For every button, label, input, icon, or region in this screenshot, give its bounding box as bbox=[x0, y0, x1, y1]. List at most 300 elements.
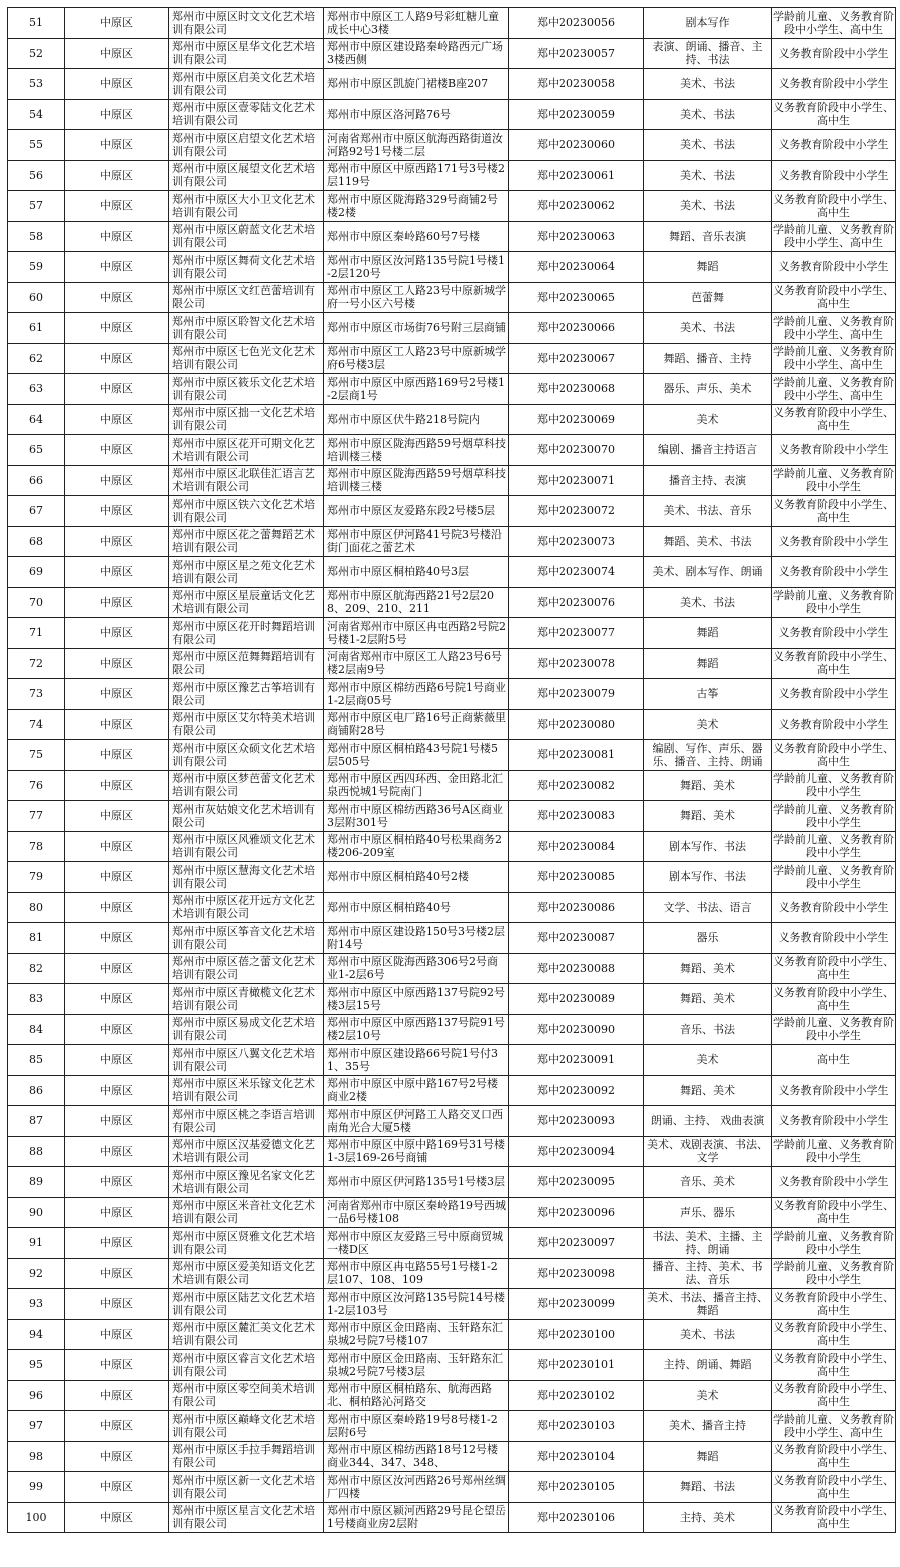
target-students-cell: 学龄前儿童、义务教育阶段中小学生 bbox=[772, 801, 896, 832]
training-subjects-cell: 古筝 bbox=[644, 679, 772, 710]
district-cell: 中原区 bbox=[65, 69, 169, 100]
district-cell: 中原区 bbox=[65, 374, 169, 405]
district-cell: 中原区 bbox=[65, 1197, 169, 1228]
row-number-cell: 61 bbox=[8, 313, 65, 344]
institution-name-cell: 郑州市中原区七色光文化艺术培训有限公司 bbox=[169, 343, 324, 374]
institution-name-cell: 郑州市中原区贤雅文化艺术培训有限公司 bbox=[169, 1228, 324, 1259]
target-students-cell: 学龄前儿童、义务教育阶段中小学生 bbox=[772, 465, 896, 496]
training-subjects-cell: 美术、书法 bbox=[644, 160, 772, 191]
table-row bbox=[8, 160, 896, 191]
row-number-cell: 87 bbox=[8, 1106, 65, 1137]
institution-name-cell: 郑州市中原区舞荷文化艺术培训有限公司 bbox=[169, 252, 324, 283]
training-subjects-cell: 编剧、写作、声乐、器乐、播音、主持、朗诵 bbox=[644, 740, 772, 771]
row-number-cell: 100 bbox=[8, 1502, 65, 1533]
row-number-cell: 67 bbox=[8, 496, 65, 527]
license-number-cell: 郑中20230080 bbox=[509, 709, 644, 740]
license-number-cell: 郑中20230084 bbox=[509, 831, 644, 862]
table-row bbox=[8, 1106, 896, 1137]
training-subjects-cell: 美术、书法 bbox=[644, 587, 772, 618]
target-students-cell: 学龄前儿童、义务教育阶段中小学生、高中生 bbox=[772, 313, 896, 344]
training-subjects-cell: 舞蹈、美术 bbox=[644, 1075, 772, 1106]
license-number-cell: 郑中20230077 bbox=[509, 618, 644, 649]
address-cell: 郑州市中原区陇海西路59号烟草科技培训楼三楼 bbox=[324, 435, 509, 466]
license-number-cell: 郑中20230094 bbox=[509, 1136, 644, 1167]
training-subjects-cell: 舞蹈 bbox=[644, 1441, 772, 1472]
target-students-cell: 学龄前儿童、义务教育阶段中小学生 bbox=[772, 1136, 896, 1167]
row-number-cell: 70 bbox=[8, 587, 65, 618]
institution-name-cell: 郑州市中原区蓓之蕾文化艺术培训有限公司 bbox=[169, 953, 324, 984]
row-number-cell: 51 bbox=[8, 8, 65, 39]
row-number-cell: 72 bbox=[8, 648, 65, 679]
target-students-cell: 学龄前儿童、义务教育阶段中小学生、高中生 bbox=[772, 1411, 896, 1442]
address-cell: 郑州市中原区陇海路329号商铺2号楼2楼 bbox=[324, 191, 509, 222]
target-students-cell: 义务教育阶段中小学生 bbox=[772, 709, 896, 740]
training-subjects-cell: 音乐、书法 bbox=[644, 1014, 772, 1045]
institution-name-cell: 郑州市中原区巅峰文化艺术培训有限公司 bbox=[169, 1411, 324, 1442]
target-students-cell: 义务教育阶段中小学生、高中生 bbox=[772, 404, 896, 435]
institution-name-cell: 郑州市中原区手拉手舞蹈培训有限公司 bbox=[169, 1441, 324, 1472]
license-number-cell: 郑中20230069 bbox=[509, 404, 644, 435]
address-cell: 郑州市中原区中原西路171号3号楼2层119号 bbox=[324, 160, 509, 191]
institution-name-cell: 郑州市中原区筝音文化艺术培训有限公司 bbox=[169, 923, 324, 954]
table-row bbox=[8, 404, 896, 435]
district-cell: 中原区 bbox=[65, 740, 169, 771]
district-cell: 中原区 bbox=[65, 1014, 169, 1045]
license-number-cell: 郑中20230105 bbox=[509, 1472, 644, 1503]
training-subjects-cell: 美术、书法 bbox=[644, 130, 772, 161]
table-row bbox=[8, 1258, 896, 1289]
table-row bbox=[8, 1014, 896, 1045]
address-cell: 郑州市中原区棉纺西路6号院1号商业1-2层商05号 bbox=[324, 679, 509, 710]
target-students-cell: 义务教育阶段中小学生、高中生 bbox=[772, 1197, 896, 1228]
target-students-cell: 学龄前儿童、义务教育阶段中小学生 bbox=[772, 770, 896, 801]
address-cell: 郑州市中原区棉纺西路18号12号楼商业344、347、348、 bbox=[324, 1441, 509, 1472]
training-subjects-cell: 器乐、声乐、美术 bbox=[644, 374, 772, 405]
training-subjects-cell: 舞蹈 bbox=[644, 648, 772, 679]
license-number-cell: 郑中20230071 bbox=[509, 465, 644, 496]
row-number-cell: 89 bbox=[8, 1167, 65, 1198]
district-cell: 中原区 bbox=[65, 557, 169, 588]
address-cell: 郑州市中原区金田路南、玉轩路东汇泉城2号院7号楼107 bbox=[324, 1319, 509, 1350]
table-row bbox=[8, 1319, 896, 1350]
address-cell: 郑州市中原区市场街76号附三层商铺 bbox=[324, 313, 509, 344]
district-cell: 中原区 bbox=[65, 831, 169, 862]
district-cell: 中原区 bbox=[65, 923, 169, 954]
address-cell: 郑州市中原区友爱路三号中原商贸城一楼D区 bbox=[324, 1228, 509, 1259]
training-subjects-cell: 美术、书法 bbox=[644, 69, 772, 100]
table-row bbox=[8, 221, 896, 252]
address-cell: 河南省郑州市中原区航海西路街道汝河路92号1号楼二层 bbox=[324, 130, 509, 161]
address-cell: 郑州市中原区工人路23号中原新城学府一号小区六号楼 bbox=[324, 282, 509, 313]
address-cell: 河南省郑州市中原区工人路23号6号楼2层南9号 bbox=[324, 648, 509, 679]
target-students-cell: 义务教育阶段中小学生、高中生 bbox=[772, 1502, 896, 1533]
row-number-cell: 59 bbox=[8, 252, 65, 283]
institution-name-cell: 郑州市中原区零空间美术培训有限公司 bbox=[169, 1380, 324, 1411]
institution-name-cell: 郑州市中原区麓汇美文化艺术培训有限公司 bbox=[169, 1319, 324, 1350]
target-students-cell: 学龄前儿童、义务教育阶段中小学生 bbox=[772, 587, 896, 618]
training-subjects-cell: 美术、书法、音乐 bbox=[644, 496, 772, 527]
target-students-cell: 义务教育阶段中小学生 bbox=[772, 923, 896, 954]
table-row bbox=[8, 191, 896, 222]
address-cell: 郑州市中原区建设路150号3号楼2层附14号 bbox=[324, 923, 509, 954]
institution-name-cell: 郑州市中原区花开可期文化艺术培训有限公司 bbox=[169, 435, 324, 466]
institution-name-cell: 郑州市中原区大小卫文化艺术培训有限公司 bbox=[169, 191, 324, 222]
row-number-cell: 54 bbox=[8, 99, 65, 130]
address-cell: 郑州市中原区桐柏路40号 bbox=[324, 892, 509, 923]
training-subjects-cell: 美术 bbox=[644, 1380, 772, 1411]
target-students-cell: 义务教育阶段中小学生 bbox=[772, 435, 896, 466]
license-number-cell: 郑中20230079 bbox=[509, 679, 644, 710]
table-row bbox=[8, 1350, 896, 1381]
training-subjects-cell: 美术 bbox=[644, 1045, 772, 1076]
address-cell: 郑州市中原区汝河路135号院1号楼1-2层120号 bbox=[324, 252, 509, 283]
row-number-cell: 52 bbox=[8, 38, 65, 69]
license-number-cell: 郑中20230063 bbox=[509, 221, 644, 252]
district-cell: 中原区 bbox=[65, 496, 169, 527]
target-students-cell: 义务教育阶段中小学生、高中生 bbox=[772, 953, 896, 984]
address-cell: 郑州市中原区伊河路41号院3号楼沿街门面花之蕾艺术 bbox=[324, 526, 509, 557]
district-cell: 中原区 bbox=[65, 770, 169, 801]
row-number-cell: 93 bbox=[8, 1289, 65, 1320]
target-students-cell: 义务教育阶段中小学生 bbox=[772, 1075, 896, 1106]
institution-name-cell: 郑州市中原区时文文化艺术培训有限公司 bbox=[169, 8, 324, 39]
row-number-cell: 76 bbox=[8, 770, 65, 801]
target-students-cell: 义务教育阶段中小学生、高中生 bbox=[772, 1289, 896, 1320]
row-number-cell: 95 bbox=[8, 1350, 65, 1381]
table-row bbox=[8, 1411, 896, 1442]
row-number-cell: 90 bbox=[8, 1197, 65, 1228]
license-number-cell: 郑中20230070 bbox=[509, 435, 644, 466]
training-subjects-cell: 美术、戏剧表演、书法、文学 bbox=[644, 1136, 772, 1167]
institution-name-cell: 郑州市中原区陆艺文化艺术培训有限公司 bbox=[169, 1289, 324, 1320]
license-number-cell: 郑中20230101 bbox=[509, 1350, 644, 1381]
row-number-cell: 92 bbox=[8, 1258, 65, 1289]
target-students-cell: 义务教育阶段中小学生 bbox=[772, 160, 896, 191]
table-row bbox=[8, 1167, 896, 1198]
address-cell: 郑州市中原区金田路南、玉轩路东汇泉城2号院7号楼3层 bbox=[324, 1350, 509, 1381]
row-number-cell: 75 bbox=[8, 740, 65, 771]
institution-name-cell: 郑州市中原区汉基爱德文化艺术培训有限公司 bbox=[169, 1136, 324, 1167]
target-students-cell: 义务教育阶段中小学生、高中生 bbox=[772, 496, 896, 527]
district-cell: 中原区 bbox=[65, 160, 169, 191]
institution-name-cell: 郑州市中原区花之蕾舞蹈艺术培训有限公司 bbox=[169, 526, 324, 557]
district-cell: 中原区 bbox=[65, 1106, 169, 1137]
license-number-cell: 郑中20230058 bbox=[509, 69, 644, 100]
table-row bbox=[8, 1228, 896, 1259]
address-cell: 郑州市中原区中原西路169号2号楼1-2层商1号 bbox=[324, 374, 509, 405]
district-cell: 中原区 bbox=[65, 221, 169, 252]
training-subjects-cell: 芭蕾舞 bbox=[644, 282, 772, 313]
target-students-cell: 学龄前儿童、义务教育阶段中小学生 bbox=[772, 1014, 896, 1045]
training-subjects-cell: 舞蹈 bbox=[644, 618, 772, 649]
license-number-cell: 郑中20230061 bbox=[509, 160, 644, 191]
target-students-cell: 义务教育阶段中小学生、高中生 bbox=[772, 984, 896, 1015]
institution-name-cell: 郑州市中原区新一文化艺术培训有限公司 bbox=[169, 1472, 324, 1503]
row-number-cell: 94 bbox=[8, 1319, 65, 1350]
target-students-cell: 义务教育阶段中小学生 bbox=[772, 618, 896, 649]
license-number-cell: 郑中20230060 bbox=[509, 130, 644, 161]
target-students-cell: 义务教育阶段中小学生、高中生 bbox=[772, 99, 896, 130]
license-number-cell: 郑中20230059 bbox=[509, 99, 644, 130]
license-number-cell: 郑中20230106 bbox=[509, 1502, 644, 1533]
training-subjects-cell: 舞蹈、播音、主持 bbox=[644, 343, 772, 374]
district-cell: 中原区 bbox=[65, 709, 169, 740]
license-number-cell: 郑中20230086 bbox=[509, 892, 644, 923]
license-number-cell: 郑中20230064 bbox=[509, 252, 644, 283]
table-row bbox=[8, 343, 896, 374]
address-cell: 河南省郑州市中原区秦岭路19号西城一品6号楼108 bbox=[324, 1197, 509, 1228]
training-subjects-cell: 编剧、播音主持语言 bbox=[644, 435, 772, 466]
institution-name-cell: 郑州市中原区慧海文化艺术培训有限公司 bbox=[169, 862, 324, 893]
institution-name-cell: 郑州市中原区睿言文化艺术培训有限公司 bbox=[169, 1350, 324, 1381]
institution-name-cell: 郑州市中原区星华文化艺术培训有限公司 bbox=[169, 38, 324, 69]
table-row bbox=[8, 892, 896, 923]
license-number-cell: 郑中20230062 bbox=[509, 191, 644, 222]
target-students-cell: 义务教育阶段中小学生 bbox=[772, 526, 896, 557]
institution-name-cell: 郑州市中原区启美文化艺术培训有限公司 bbox=[169, 69, 324, 100]
address-cell: 郑州市中原区桐柏路40号松果商务2楼206-209室 bbox=[324, 831, 509, 862]
address-cell: 郑州市中原区陇海西路59号烟草科技培训楼三楼 bbox=[324, 465, 509, 496]
row-number-cell: 71 bbox=[8, 618, 65, 649]
row-number-cell: 57 bbox=[8, 191, 65, 222]
district-cell: 中原区 bbox=[65, 1136, 169, 1167]
target-students-cell: 义务教育阶段中小学生 bbox=[772, 679, 896, 710]
training-subjects-cell: 美术、书法 bbox=[644, 191, 772, 222]
license-number-cell: 郑中20230098 bbox=[509, 1258, 644, 1289]
training-subjects-cell: 舞蹈、美术 bbox=[644, 770, 772, 801]
district-cell: 中原区 bbox=[65, 1441, 169, 1472]
table-row bbox=[8, 709, 896, 740]
target-students-cell: 义务教育阶段中小学生 bbox=[772, 892, 896, 923]
address-cell: 郑州市中原区电厂路16号正商紫薇里商铺附28号 bbox=[324, 709, 509, 740]
address-cell: 郑州市中原区工人路9号彩虹糖儿童成长中心3楼 bbox=[324, 8, 509, 39]
table-row bbox=[8, 69, 896, 100]
institution-name-cell: 郑州市中原区风雅颂文化艺术培训有限公司 bbox=[169, 831, 324, 862]
target-students-cell: 学龄前儿童、义务教育阶段中小学生、高中生 bbox=[772, 343, 896, 374]
license-number-cell: 郑中20230085 bbox=[509, 862, 644, 893]
license-number-cell: 郑中20230082 bbox=[509, 770, 644, 801]
license-number-cell: 郑中20230090 bbox=[509, 1014, 644, 1045]
district-cell: 中原区 bbox=[65, 1289, 169, 1320]
institution-name-cell: 郑州市中原区花开远方文化艺术培训有限公司 bbox=[169, 892, 324, 923]
district-cell: 中原区 bbox=[65, 1167, 169, 1198]
address-cell: 郑州市中原区中原中路169号31号楼1-3层169-26号商铺 bbox=[324, 1136, 509, 1167]
target-students-cell: 学龄前儿童、义务教育阶段中小学生、高中生 bbox=[772, 374, 896, 405]
training-subjects-cell: 主持、美术 bbox=[644, 1502, 772, 1533]
training-subjects-cell: 舞蹈、美术 bbox=[644, 984, 772, 1015]
row-number-cell: 83 bbox=[8, 984, 65, 1015]
row-number-cell: 53 bbox=[8, 69, 65, 100]
district-cell: 中原区 bbox=[65, 984, 169, 1015]
training-subjects-cell: 书法、美术、主播、主持、朗诵 bbox=[644, 1228, 772, 1259]
table-row bbox=[8, 8, 896, 39]
table-row bbox=[8, 1136, 896, 1167]
district-cell: 中原区 bbox=[65, 618, 169, 649]
district-cell: 中原区 bbox=[65, 1380, 169, 1411]
district-cell: 中原区 bbox=[65, 8, 169, 39]
row-number-cell: 60 bbox=[8, 282, 65, 313]
license-number-cell: 郑中20230067 bbox=[509, 343, 644, 374]
target-students-cell: 学龄前儿童、义务教育阶段中小学生 bbox=[772, 862, 896, 893]
institution-name-cell: 郑州市中原区花开时舞蹈培训有限公司 bbox=[169, 618, 324, 649]
address-cell: 郑州市中原区汝河路135号院14号楼1-2层103号 bbox=[324, 1289, 509, 1320]
license-number-cell: 郑中20230066 bbox=[509, 313, 644, 344]
institution-name-cell: 郑州市中原区青橄榄文化艺术培训有限公司 bbox=[169, 984, 324, 1015]
license-number-cell: 郑中20230074 bbox=[509, 557, 644, 588]
training-subjects-cell: 播音、主持、美术、书法、音乐 bbox=[644, 1258, 772, 1289]
training-subjects-cell: 美术、书法、播音主持、舞蹈 bbox=[644, 1289, 772, 1320]
row-number-cell: 63 bbox=[8, 374, 65, 405]
training-subjects-cell: 美术、剧本写作、朗诵 bbox=[644, 557, 772, 588]
table-row bbox=[8, 648, 896, 679]
institution-name-cell: 郑州市中原区星辰童话文化艺术培训有限公司 bbox=[169, 587, 324, 618]
institution-name-cell: 郑州市中原区豫见名家文化艺术培训有限公司 bbox=[169, 1167, 324, 1198]
district-cell: 中原区 bbox=[65, 313, 169, 344]
table-body bbox=[8, 8, 896, 1533]
institution-name-cell: 郑州市中原区易成文化艺术培训有限公司 bbox=[169, 1014, 324, 1045]
institution-name-cell: 郑州市中原区众硕文化艺术培训有限公司 bbox=[169, 740, 324, 771]
address-cell: 郑州市中原区桐柏路40号2楼 bbox=[324, 862, 509, 893]
institution-table bbox=[7, 7, 896, 1533]
address-cell: 郑州市中原区陇海西路306号2号商业1-2层6号 bbox=[324, 953, 509, 984]
target-students-cell: 义务教育阶段中小学生 bbox=[772, 38, 896, 69]
address-cell: 郑州市中原区友爱路东段2号楼5层 bbox=[324, 496, 509, 527]
training-subjects-cell: 美术、书法 bbox=[644, 1319, 772, 1350]
address-cell: 郑州市中原区伏牛路218号院内 bbox=[324, 404, 509, 435]
district-cell: 中原区 bbox=[65, 526, 169, 557]
table-row bbox=[8, 252, 896, 283]
row-number-cell: 88 bbox=[8, 1136, 65, 1167]
table-row bbox=[8, 526, 896, 557]
target-students-cell: 义务教育阶段中小学生、高中生 bbox=[772, 1350, 896, 1381]
target-students-cell: 学龄前儿童、义务教育阶段中小学生 bbox=[772, 831, 896, 862]
row-number-cell: 69 bbox=[8, 557, 65, 588]
table-row bbox=[8, 740, 896, 771]
license-number-cell: 郑中20230088 bbox=[509, 953, 644, 984]
table-row bbox=[8, 496, 896, 527]
institution-name-cell: 郑州市中原区艾尔特美术培训有限公司 bbox=[169, 709, 324, 740]
district-cell: 中原区 bbox=[65, 1258, 169, 1289]
training-subjects-cell: 剧本写作、书法 bbox=[644, 862, 772, 893]
address-cell: 郑州市中原区航海西路21号2层208、209、210、211 bbox=[324, 587, 509, 618]
table-row bbox=[8, 770, 896, 801]
district-cell: 中原区 bbox=[65, 1350, 169, 1381]
address-cell: 郑州市中原区桐柏路43号院1号楼5层505号 bbox=[324, 740, 509, 771]
table-row bbox=[8, 38, 896, 69]
row-number-cell: 65 bbox=[8, 435, 65, 466]
address-cell: 郑州市中原区工人路23号中原新城学府6号楼3层 bbox=[324, 343, 509, 374]
row-number-cell: 66 bbox=[8, 465, 65, 496]
license-number-cell: 郑中20230104 bbox=[509, 1441, 644, 1472]
district-cell: 中原区 bbox=[65, 1075, 169, 1106]
row-number-cell: 99 bbox=[8, 1472, 65, 1503]
district-cell: 中原区 bbox=[65, 1472, 169, 1503]
district-cell: 中原区 bbox=[65, 648, 169, 679]
training-subjects-cell: 舞蹈、音乐表演 bbox=[644, 221, 772, 252]
license-number-cell: 郑中20230083 bbox=[509, 801, 644, 832]
table-row bbox=[8, 1441, 896, 1472]
training-subjects-cell: 美术 bbox=[644, 404, 772, 435]
district-cell: 中原区 bbox=[65, 252, 169, 283]
address-cell: 郑州市中原区中原西路137号院92号楼3层15号 bbox=[324, 984, 509, 1015]
training-subjects-cell: 舞蹈、美术 bbox=[644, 801, 772, 832]
license-number-cell: 郑中20230102 bbox=[509, 1380, 644, 1411]
target-students-cell: 学龄前儿童、义务教育阶段中小学生、高中生 bbox=[772, 221, 896, 252]
institution-name-cell: 郑州市中原区星之苑文化艺术培训有限公司 bbox=[169, 557, 324, 588]
training-subjects-cell: 美术、书法 bbox=[644, 313, 772, 344]
training-subjects-cell: 文学、书法、语言 bbox=[644, 892, 772, 923]
row-number-cell: 96 bbox=[8, 1380, 65, 1411]
institution-name-cell: 郑州市中原区爱美知语文化艺术培训有限公司 bbox=[169, 1258, 324, 1289]
institution-name-cell: 郑州市中原区铁六文化艺术培训有限公司 bbox=[169, 496, 324, 527]
district-cell: 中原区 bbox=[65, 892, 169, 923]
table-row bbox=[8, 831, 896, 862]
table-row bbox=[8, 1380, 896, 1411]
license-number-cell: 郑中20230091 bbox=[509, 1045, 644, 1076]
district-cell: 中原区 bbox=[65, 38, 169, 69]
row-number-cell: 80 bbox=[8, 892, 65, 923]
address-cell: 郑州市中原区冉屯路55号1号楼1-2层107、108、109 bbox=[324, 1258, 509, 1289]
address-cell: 郑州市中原区洛河路76号 bbox=[324, 99, 509, 130]
training-subjects-cell: 舞蹈、美术、书法 bbox=[644, 526, 772, 557]
license-number-cell: 郑中20230068 bbox=[509, 374, 644, 405]
target-students-cell: 学龄前儿童、义务教育阶段中小学生 bbox=[772, 1228, 896, 1259]
license-number-cell: 郑中20230099 bbox=[509, 1289, 644, 1320]
institution-name-cell: 郑州市中原区米音社文化艺术培训有限公司 bbox=[169, 1197, 324, 1228]
address-cell: 郑州市中原区汝河西路26号郑州丝绸厂四楼 bbox=[324, 1472, 509, 1503]
institution-name-cell: 郑州市灰姑娘文化艺术培训有限公司 bbox=[169, 801, 324, 832]
table-row bbox=[8, 923, 896, 954]
target-students-cell: 学龄前儿童、义务教育阶段中小学生 bbox=[772, 1258, 896, 1289]
training-subjects-cell: 声乐、器乐 bbox=[644, 1197, 772, 1228]
target-students-cell: 义务教育阶段中小学生 bbox=[772, 69, 896, 100]
license-number-cell: 郑中20230073 bbox=[509, 526, 644, 557]
target-students-cell: 义务教育阶段中小学生、高中生 bbox=[772, 282, 896, 313]
district-cell: 中原区 bbox=[65, 99, 169, 130]
table-row bbox=[8, 435, 896, 466]
row-number-cell: 84 bbox=[8, 1014, 65, 1045]
training-subjects-cell: 美术、播音主持 bbox=[644, 1411, 772, 1442]
license-number-cell: 郑中20230095 bbox=[509, 1167, 644, 1198]
target-students-cell: 义务教育阶段中小学生、高中生 bbox=[772, 740, 896, 771]
address-cell: 郑州市中原区建设路秦岭路西元广场3楼西侧 bbox=[324, 38, 509, 69]
license-number-cell: 郑中20230056 bbox=[509, 8, 644, 39]
institution-name-cell: 郑州市中原区八翼文化艺术培训有限公司 bbox=[169, 1045, 324, 1076]
target-students-cell: 义务教育阶段中小学生、高中生 bbox=[772, 1380, 896, 1411]
row-number-cell: 62 bbox=[8, 343, 65, 374]
license-number-cell: 郑中20230065 bbox=[509, 282, 644, 313]
target-students-cell: 义务教育阶段中小学生 bbox=[772, 252, 896, 283]
training-subjects-cell: 舞蹈、美术 bbox=[644, 953, 772, 984]
row-number-cell: 56 bbox=[8, 160, 65, 191]
training-subjects-cell: 音乐、美术 bbox=[644, 1167, 772, 1198]
target-students-cell: 义务教育阶段中小学生 bbox=[772, 1167, 896, 1198]
district-cell: 中原区 bbox=[65, 587, 169, 618]
target-students-cell: 学龄前儿童、义务教育阶段中小学生、高中生 bbox=[772, 8, 896, 39]
license-number-cell: 郑中20230092 bbox=[509, 1075, 644, 1106]
row-number-cell: 86 bbox=[8, 1075, 65, 1106]
address-cell: 郑州市中原区桐柏路东、航海西路北、桐柏路沁河路交 bbox=[324, 1380, 509, 1411]
row-number-cell: 55 bbox=[8, 130, 65, 161]
table-row bbox=[8, 1472, 896, 1503]
table-row bbox=[8, 862, 896, 893]
row-number-cell: 74 bbox=[8, 709, 65, 740]
address-cell: 河南省郑州市中原区冉屯西路2号院2号楼1-2层附5号 bbox=[324, 618, 509, 649]
institution-name-cell: 郑州市中原区筱乐文化艺术培训有限公司 bbox=[169, 374, 324, 405]
row-number-cell: 85 bbox=[8, 1045, 65, 1076]
district-cell: 中原区 bbox=[65, 435, 169, 466]
training-subjects-cell: 美术 bbox=[644, 709, 772, 740]
